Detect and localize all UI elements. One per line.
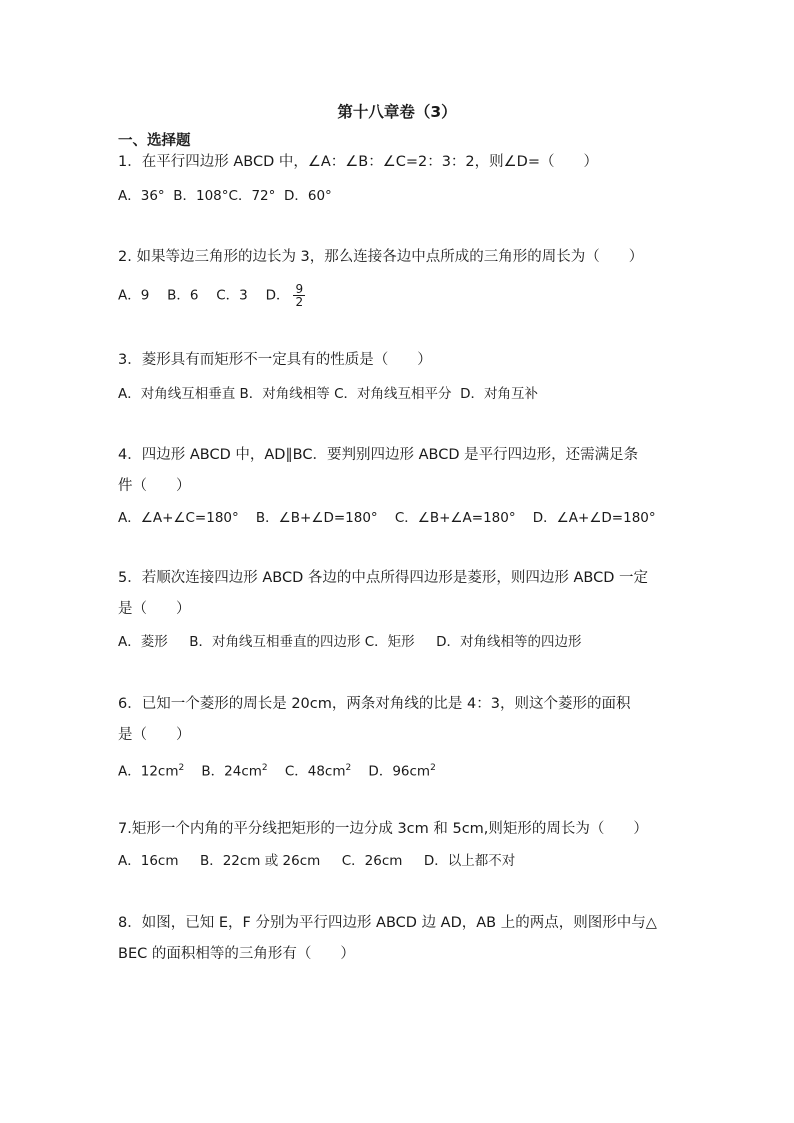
question-4-stem-line2: 件（ ） (118, 478, 191, 494)
question-3-stem: 3．菱形具有而矩形不一定具有的性质是（ ） (118, 352, 432, 368)
option-d: D．96cm (368, 763, 431, 780)
superscript: 2 (345, 763, 352, 773)
fraction (293, 283, 305, 308)
fraction-denominator: 2 (295, 295, 304, 309)
question-5-stem-line1: 5．若顺次连接四边形 ABCD 各边的中点所得四边形是菱形，则四边形 ABCD 一定 (118, 570, 648, 586)
question-1-options: A．36° B．108°C．72° D．60° (118, 188, 332, 204)
question-8-stem-line1: 8．如图，已知 E，F 分别为平行四边形 ABCD 边 AD，AB 上的两点，则图形中与△ (118, 915, 657, 931)
question-6-stem-line1: 6．已知一个菱形的周长是 20cm，两条对角线的比是 4：3，则这个菱形的面积 (118, 696, 631, 712)
question-1-stem: 1．在平行四边形 ABCD 中，∠A：∠B：∠C=2：3：2，则∠D=（ ） (118, 154, 598, 170)
page-title: 第十八章卷（3） (337, 103, 457, 121)
option-a: A．12cm (118, 763, 179, 780)
question-4-stem-line1: 4．四边形 ABCD 中，AD∥BC．要判别四边形 ABCD 是平行四边形，还需满足条 (118, 447, 639, 463)
option-b: B．24cm (201, 763, 262, 780)
question-6-options (118, 758, 678, 782)
question-5-stem-line2: 是（ ） (118, 601, 191, 617)
superscript: 2 (261, 763, 268, 773)
question-4-options: A．∠A+∠C=180° B．∠B+∠D=180° C．∠B+∠A=180° D．∠A+∠D=180° (118, 510, 656, 526)
question-8-stem-line2: BEC 的面积相等的三角形有（ ） (118, 946, 355, 962)
question-7-options: A．16cm B．22cm 或 26cm C．26cm D．以上都不对 (118, 853, 516, 869)
fraction-numerator: 9 (295, 282, 304, 296)
question-7-stem: 7.矩形一个内角的平分线把矩形的一边分成 3cm 和 5cm,则矩形的周长为（ ） (118, 821, 648, 837)
question-5-options: A．菱形 B．对角线互相垂直的四边形 C．矩形 D．对角线相等的四边形 (118, 634, 582, 650)
option-c: C．48cm (284, 763, 346, 780)
superscript: 2 (178, 763, 185, 773)
question-2-options (118, 283, 678, 308)
section-heading: 一、选择题 (118, 133, 191, 149)
question-2-stem: 2. 如果等边三角形的边长为 3，那么连接各边中点所成的三角形的周长为（ ） (118, 249, 644, 265)
question-6-stem-line2: 是（ ） (118, 727, 191, 743)
question-3-options: A．对角线互相垂直 B．对角线相等 C．对角线互相平分 D．对角互补 (118, 386, 538, 402)
superscript: 2 (430, 763, 436, 773)
question-2-options-text: A．9 B．6 C．3 D． (118, 287, 290, 304)
